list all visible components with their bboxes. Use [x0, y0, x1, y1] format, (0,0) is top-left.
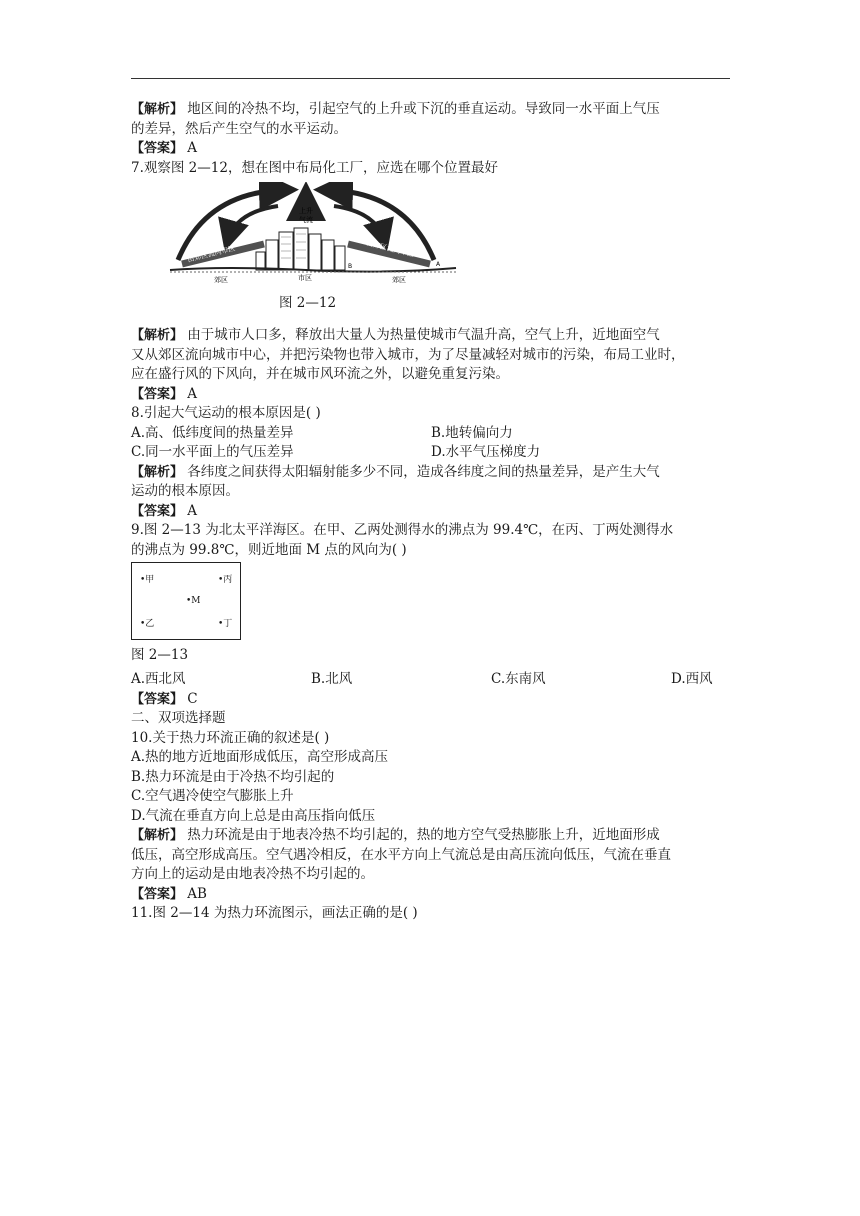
- right-inner-arc: [334, 206, 384, 240]
- point-bing: •丙: [218, 575, 233, 585]
- q8-analysis: 【解析】 各纬度之间获得太阳辐射能多少不同，造成各纬度之间的热量差异，是产生大气 运动的根本原因。: [131, 463, 660, 499]
- figure-2-13-caption: 图 2—13: [131, 647, 189, 663]
- figure-2-12-caption: 图 2—12: [279, 295, 337, 311]
- point-ding: •丁: [218, 619, 233, 629]
- q8-options-row1: [131, 424, 731, 444]
- q8-stem: 8.引起大气运动的根本原因是( ): [131, 405, 321, 421]
- q10-option-a: A.热的地方近地面形成低压，高空形成高压: [131, 749, 389, 765]
- suburb-right-label: 郊区: [392, 276, 406, 284]
- left-arrow-label: 由郊区流向市区: [186, 244, 237, 264]
- q9-option-b: B.北风: [311, 671, 353, 687]
- q10-answer: 【答案】 AB: [131, 885, 207, 902]
- header-rule: [131, 78, 730, 79]
- q9-stem: 9.图 2—13 为北太平洋海区。在甲、乙两处测得水的沸点为 99.4℃，在丙、丁两处测得水 的沸点为 99.8℃，则近地面 M 点的风向为( ): [131, 522, 674, 558]
- q8-option-a: A.高、低纬度间的热量差异: [131, 424, 294, 441]
- right-arrow-label: 由郊区流向市区: [365, 239, 415, 259]
- q10-stem: 10.关于热力环流正确的叙述是( ): [131, 729, 330, 746]
- q8-options-row2: [131, 443, 731, 463]
- q9-option-c: C.东南风: [491, 671, 546, 687]
- up-flow-label-2: 气流: [299, 216, 313, 224]
- q8-option-c: C.同一水平面上的气压差异: [131, 444, 294, 460]
- point-yi: •乙: [140, 619, 155, 629]
- point-b-label: B: [348, 263, 353, 270]
- city-buildings: [256, 228, 345, 270]
- point-jia: •甲: [140, 575, 155, 585]
- urban-heat-circulation-diagram: [166, 182, 466, 290]
- q8-option-b: B.地转偏向力: [431, 424, 513, 441]
- q7-analysis: 【解析】 由于城市人口多，释放出大量人为热量使城市气温升高，空气上升，近地面空气 又从郊区流向城市中心，并把污染物也带入城市，为了尽量减轻对城市的污染，布局工业时， 应在盛行风的下风向，并在城市风环流之外，以避免重复污染。: [131, 327, 685, 382]
- q9-option-d: D.西风: [671, 671, 713, 687]
- point-a-label: A: [436, 261, 441, 268]
- q9-options: [131, 670, 731, 690]
- q10-analysis: 【解析】 热力环流是由于地表冷热不均引起的，热的地方空气受热膨胀上升，近地面形成 低压，高空形成高压。空气遇冷相反，在水平方向上气流总是由高压流向低压，气流在垂直 方向上的运动是由地表冷热不均引起的。: [131, 827, 671, 882]
- suburb-left-label: 郊区: [214, 276, 228, 284]
- q8-option-d: D.水平气压梯度力: [431, 444, 541, 460]
- q7-answer: 【答案】 A: [131, 385, 198, 402]
- pressure-map-box: [131, 562, 241, 640]
- q10-option-d: D.气流在垂直方向上总是由高压指向低压: [131, 807, 376, 824]
- left-inner-arc: [228, 206, 278, 240]
- document-body: [131, 100, 731, 924]
- q11-stem: 11.图 2—14 为热力环流图示，画法正确的是( ): [131, 905, 418, 921]
- q6-answer: 【答案】 A: [131, 140, 198, 156]
- q8-answer: 【答案】 A: [131, 502, 198, 519]
- figure-2-13: [131, 560, 731, 670]
- figure-2-12: [131, 178, 731, 326]
- city-label: 市区: [298, 274, 312, 282]
- q9-option-a: A.西北风: [131, 671, 186, 687]
- q10-option-b: B.热力环流是由于冷热不均引起的: [131, 768, 335, 785]
- q6-analysis: 【解析】 地区间的冷热不均，引起空气的上升或下沉的垂直运动。导致同一水平面上气压 的差异，然后产生空气的水平运动。: [131, 101, 660, 137]
- section-heading: 二、双项选择题: [131, 710, 226, 726]
- q7-stem: 7.观察图 2—12，想在图中布局化工厂，应选在哪个位置最好: [131, 159, 498, 176]
- point-m: •M: [186, 596, 201, 606]
- q10-option-c: C.空气遇冷使空气膨胀上升: [131, 788, 294, 804]
- up-flow-label-1: 上升: [299, 207, 313, 215]
- q9-answer: 【答案】 C: [131, 690, 198, 707]
